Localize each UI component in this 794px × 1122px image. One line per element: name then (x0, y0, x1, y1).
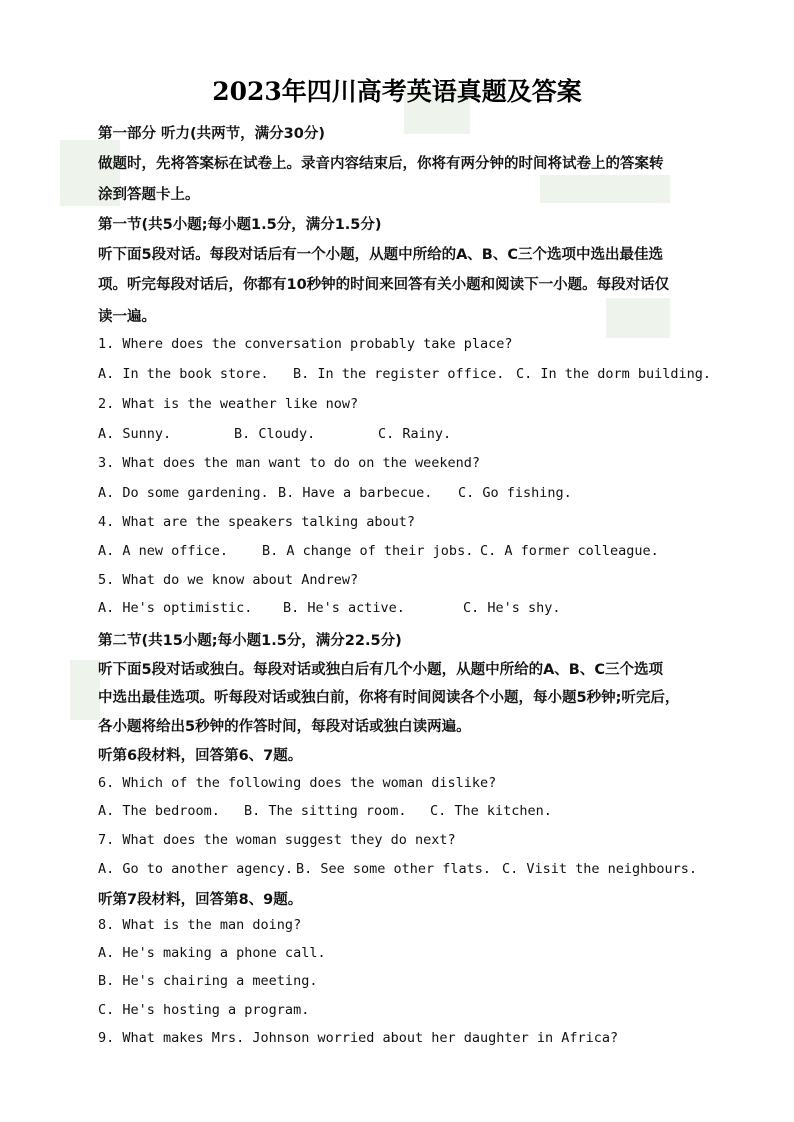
instruction-line: 做题时，先将答案标在试卷上。录音内容结束后，你将有两分钟的时间将试卷上的答案转 (98, 156, 664, 172)
option-a: A. Sunny. (98, 426, 172, 442)
option-a: A. He's optimistic. (98, 600, 253, 616)
question-6: 6. Which of the following does the woman dislike? (98, 775, 497, 791)
option-a: A. A new office. (98, 543, 229, 559)
section1-instruction-line: 项。听完每段对话后，你都有10秒钟的时间来回答有关小题和阅读下一小题。每段对话仅 (98, 277, 670, 293)
option-a: A. In the book store. (98, 366, 269, 382)
material-7-heading: 听第7段材料，回答第8、9题。 (98, 892, 303, 908)
question-2: 2. What is the weather like now? (98, 396, 359, 412)
option-a: A. The bedroom. (98, 803, 220, 819)
scan-tint (70, 660, 100, 720)
question-4: 4. What are the speakers talking about? (98, 514, 415, 530)
section1-heading: 第一节(共5小题;每小题1.5分，满分1.5分) (98, 217, 382, 233)
section1-instruction-line: 读一遍。 (98, 309, 156, 325)
part1-heading: 第一部分 听力(共两节，满分30分) (98, 126, 325, 142)
question-7: 7. What does the woman suggest they do next? (98, 832, 456, 848)
question-3: 3. What does the man want to do on the weekend? (98, 455, 481, 471)
scan-tint (606, 298, 670, 338)
question-8: 8. What is the man doing? (98, 917, 302, 933)
option-a: A. He's making a phone call. (98, 945, 326, 961)
option-b: B. Have a barbecue. (278, 485, 433, 501)
option-b: B. See some other flats. (296, 861, 492, 877)
option-c: C. In the dorm building. (516, 366, 712, 382)
option-c: C. A former colleague. (480, 543, 659, 559)
option-c: C. He's shy. (463, 600, 561, 616)
material-6-heading: 听第6段材料，回答第6、7题。 (98, 748, 303, 764)
option-c: C. The kitchen. (430, 803, 552, 819)
question-1: 1. Where does the conversation probably take place? (98, 336, 513, 352)
option-b: B. Cloudy. (234, 426, 316, 442)
option-b: B. The sitting room. (244, 803, 407, 819)
option-b: B. A change of their jobs. (262, 543, 474, 559)
section1-instruction-line: 听下面5段对话。每段对话后有一个小题，从题中所给的A、B、C三个选项中选出最佳选 (98, 247, 664, 263)
scan-tint (540, 175, 670, 203)
section2-heading: 第二节(共15小题;每小题1.5分，满分22.5分) (98, 633, 402, 649)
option-b: B. He's active. (283, 600, 405, 616)
page-title: 2023年四川高考英语真题及答案 (212, 77, 582, 106)
option-a: A. Do some gardening. (98, 485, 269, 501)
option-c: C. Visit the neighbours. (502, 861, 698, 877)
section2-instruction-line: 各小题将给出5秒钟的作答时间，每段对话或独白读两遍。 (98, 719, 471, 735)
option-b: B. He's chairing a meeting. (98, 973, 318, 989)
option-a: A. Go to another agency. (98, 861, 294, 877)
option-c: C. He's hosting a program. (98, 1002, 310, 1018)
question-5: 5. What do we know about Andrew? (98, 572, 359, 588)
instruction-line: 涂到答题卡上。 (98, 187, 200, 203)
section2-instruction-line: 中选出最佳选项。听每段对话或独白前，你将有时间阅读各个小题，每小题5秒钟;听完后， (98, 690, 680, 706)
question-9: 9. What makes Mrs. Johnson worried about her daughter in Africa? (98, 1030, 619, 1046)
option-b: B. In the register office. (293, 366, 505, 382)
option-c: C. Go fishing. (458, 485, 572, 501)
section2-instruction-line: 听下面5段对话或独白。每段对话或独白后有几个小题，从题中所给的A、B、C三个选项 (98, 662, 664, 678)
option-c: C. Rainy. (378, 426, 452, 442)
